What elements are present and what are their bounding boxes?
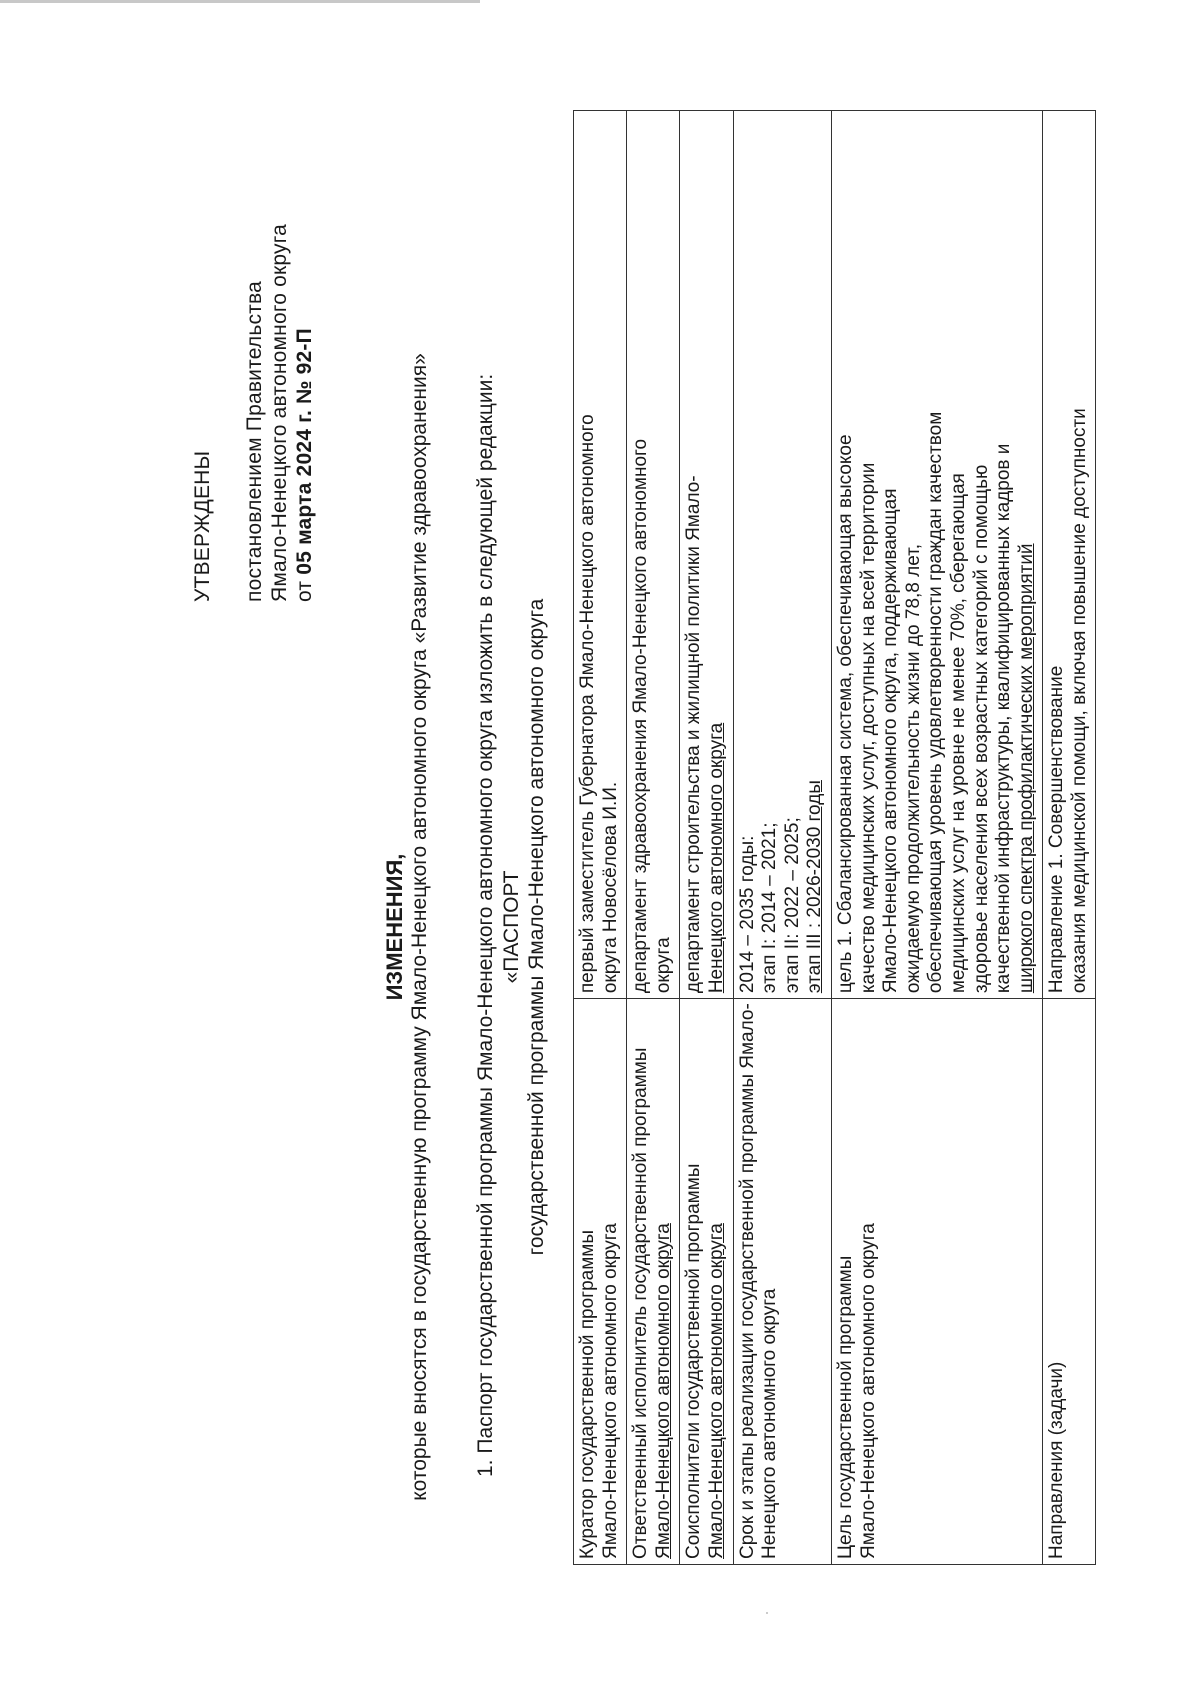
cell-line: широкого спектра профилактических мероприятий	[1015, 543, 1037, 994]
table-label-cell	[627, 999, 680, 1565]
table-row	[1043, 111, 1096, 1565]
approval-date-prefix: от	[293, 574, 316, 602]
table-value-cell	[733, 111, 831, 999]
passport-title: «ПАСПОРТ	[500, 870, 523, 984]
cell-line: Ненецкого автономного округа	[759, 1288, 781, 1559]
table-row	[627, 111, 680, 1565]
cell-line: Направления (задачи)	[1046, 1361, 1068, 1559]
cell-line: ожидаемую продолжительность жизни до 78,8 лет,	[902, 543, 924, 994]
table-row	[680, 111, 733, 1565]
cell-line: обеспечивающая уровень удовлетворенности граждан качеством	[925, 411, 947, 994]
cell-line: Срок и этапы реализации государственной программы Ямало-	[736, 1003, 758, 1559]
cell-line: качество медицинских услуг, доступных на всей территории	[857, 462, 879, 994]
cell-line: медицинских услуг на уровне не менее 70%, сберегающая	[947, 473, 969, 994]
cell-line: Ямало-Ненецкого автономного округа	[599, 1223, 621, 1559]
table-row	[831, 111, 1042, 1565]
cell-line: первый заместитель Губернатора Ямало-Ненецкого автономного	[577, 414, 598, 994]
changes-heading	[382, 277, 432, 1577]
passport-table-wrap	[573, 110, 1096, 1565]
approval-block	[190, 224, 317, 602]
cell-line: Ямало-Ненецкого автономного округа	[705, 1223, 727, 1559]
cell-line: здоровье населения всех возрастных категорий с помощью	[970, 464, 992, 994]
cell-line: округа Новосёлова И.И.	[599, 781, 621, 994]
table-label-cell	[574, 999, 627, 1565]
table-value-cell	[627, 111, 680, 999]
cell-line: Направление 1. Совершенствование	[1046, 665, 1068, 994]
approval-date: 05 марта 2024 г. № 92-П	[293, 328, 316, 575]
table-label-cell	[680, 999, 733, 1565]
table-value-cell	[831, 111, 1042, 999]
cell-line: Ямало-Ненецкого автономного округа, поддерживающая	[880, 488, 902, 994]
table-label-cell	[831, 999, 1042, 1565]
cell-line: этап III : 2026-2030 годы	[804, 780, 826, 994]
table-label-cell	[1043, 999, 1096, 1565]
table-value-cell	[1043, 111, 1096, 999]
cell-line: Ямало-Ненецкого автономного округа	[857, 1223, 879, 1559]
cell-line: оказания медицинской помощи, включая повышение доступности	[1068, 408, 1090, 994]
cell-line: округа	[652, 937, 674, 994]
cell-line: качественной инфраструктуры, квалифицированных кадров и	[993, 443, 1015, 994]
approval-title: УТВЕРЖДЕНЫ	[191, 450, 214, 602]
cell-line: Ответственный исполнитель государственной программы	[630, 1047, 652, 1559]
cell-line: Куратор государственной программы	[577, 1229, 598, 1559]
table-row	[733, 111, 831, 1565]
approval-line-2: Ямало-Ненецкого автономного округа	[268, 223, 291, 602]
cell-line: 2014 – 2035 годы:	[736, 835, 758, 994]
cell-line: этап II: 2022 – 2025;	[781, 817, 803, 994]
heading-title: ИЗМЕНЕНИЯ,	[382, 853, 407, 1001]
cell-line: департамент здравоохранения Ямало-Ненецкого автономного	[630, 438, 652, 994]
cell-line: департамент строительства и жилищной политики Ямало-	[683, 475, 705, 994]
table-value-cell	[574, 111, 627, 999]
table-value-cell	[680, 111, 733, 999]
approval-line-1: постановлением Правительства	[243, 281, 266, 602]
table-row	[574, 111, 627, 1565]
passport-heading	[499, 277, 549, 1577]
heading-subtitle: которые вносятся в государственную программу Ямало-Ненецкого автономного округа «Развитие здравоохранения»	[408, 353, 431, 1501]
passport-subtitle: государственной программы Ямало-Ненецкого автономного округа	[525, 598, 548, 1256]
cell-line: этап I: 2014 – 2021;	[759, 822, 781, 994]
passport-table	[573, 110, 1096, 1565]
cell-line: Ненецкого автономного округа	[705, 722, 727, 994]
cell-line: Цель государственной программы	[834, 1255, 856, 1559]
cell-line: Соисполнители государственной программы	[683, 1163, 705, 1559]
cell-line: Ямало-Ненецкого автономного округа	[652, 1223, 674, 1559]
approval-date-line	[292, 224, 317, 602]
intro-paragraph: 1. Паспорт государственной программы Ямало-Ненецкого автономного округа изложить в следующей редакции:	[474, 373, 497, 1477]
cell-line: цель 1. Сбалансированная система, обеспечивающая высокое	[834, 434, 856, 994]
table-label-cell	[733, 999, 831, 1565]
